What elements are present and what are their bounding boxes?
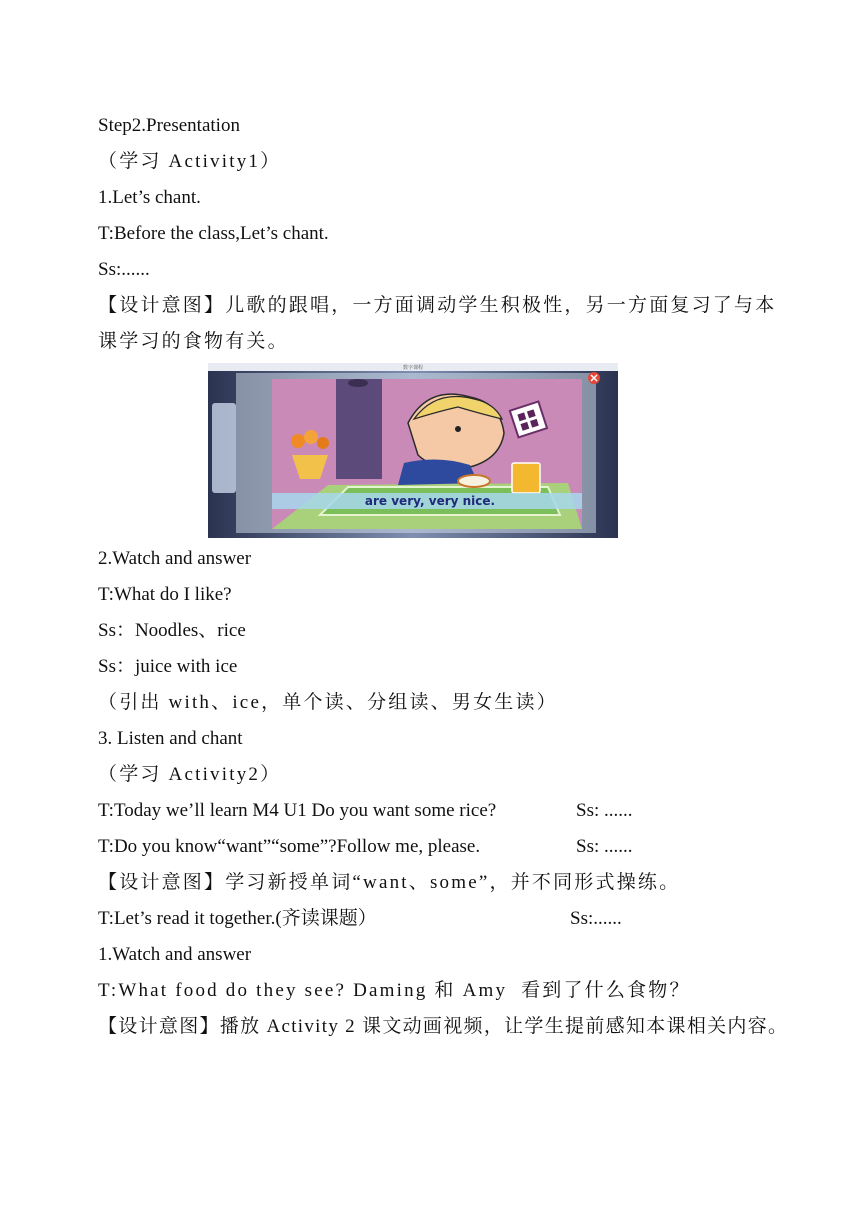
text-line: T:What food do they see? Daming 和 Amy 看到了什么食物？: [98, 980, 691, 1001]
step-heading: Step2.Presentation: [98, 115, 240, 136]
text-line: （引出 with、ice，单个读、分组读、男女生读）: [98, 692, 558, 713]
text-line: 3. Listen and chant: [98, 728, 243, 749]
student-response: Ss: ......: [576, 836, 633, 857]
text-line: T:Do you know“want”“some”?Follow me, please.: [98, 836, 481, 857]
text-line: Ss：Noodles、rice: [98, 620, 246, 641]
text-line: 1.Watch and answer: [98, 944, 252, 965]
window-title: 数字课程: [402, 365, 424, 371]
activity-note: （学习 Activity2）: [98, 764, 282, 785]
activity-note: （学习 Activity1）: [98, 151, 282, 172]
design-intent-cont: 课学习的食物有关。: [98, 331, 289, 352]
text-line: 1.Let’s chant.: [98, 187, 201, 208]
design-intent: 【设计意图】学习新授单词“want、some”，并不同形式操练。: [98, 872, 681, 893]
design-intent: 【设计意图】播放 Activity 2 课文动画视频，让学生提前感知本课相关内容。: [98, 1016, 789, 1037]
text-line: Ss:......: [98, 259, 150, 280]
design-intent: 【设计意图】儿歌的跟唱，一方面调动学生积极性，另一方面复习了与本: [98, 295, 777, 316]
text-line: T:Today we’ll learn M4 U1 Do you want some rice?: [98, 800, 497, 821]
text-line: T:What do I like?: [98, 584, 232, 605]
text-line: 2.Watch and answer: [98, 548, 252, 569]
student-response: Ss: ......: [576, 800, 633, 821]
text-line: T:Let’s read it together.(齐读课题）: [98, 908, 377, 929]
video-subtitle: are very, very nice.: [364, 494, 496, 508]
video-screenshot: [208, 363, 618, 538]
student-response: Ss:......: [570, 908, 622, 929]
cartoon-video-frame: [208, 363, 618, 538]
text-line: T:Before the class,Let’s chant.: [98, 223, 329, 244]
text-line: Ss：juice with ice: [98, 656, 238, 677]
